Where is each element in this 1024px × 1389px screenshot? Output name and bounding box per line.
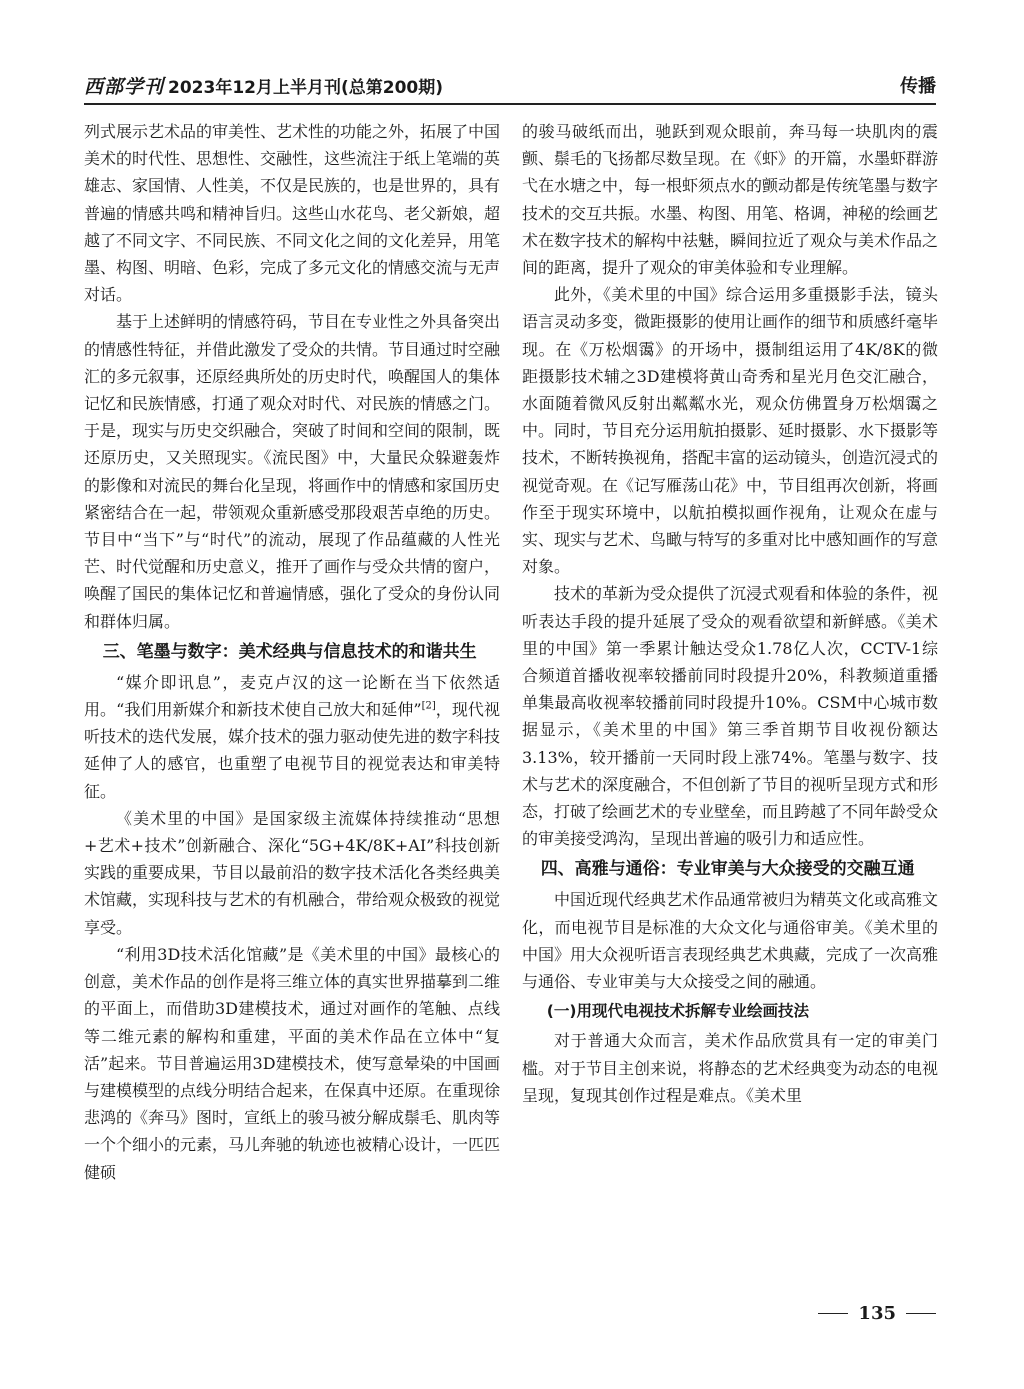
- footer-dash: [818, 1313, 848, 1314]
- section-heading: 三、笔墨与数字：美术经典与信息技术的和谐共生: [102, 641, 477, 662]
- paragraph: 《美术里的中国》是国家级主流媒体持续推动“思想+艺术+技术”创新融合、深化“5G+4K/8K+AI”科技创新实践的重要成果，节目以最前沿的数字技术活化各类经典美术馆藏，实现科技与艺术的有机融合，带给观众极致的视觉享受。: [84, 808, 501, 937]
- paragraph: 列式展示艺术品的审美性、艺术性的功能之外，拓展了中国美术的时代性、思想性、交融性，这些流注于纸上笔端的英雄志、家国情、人性美，不仅是民族的，也是世界的，具有普遍的情感共鸣和精神旨归。这些山水花鸟、老父新娘，超越了不同文字、不同民族、不同文化之间的文化差异，用笔墨、构图、明暗、色彩，完成了多元文化的情感交流与无声对话。: [84, 122, 501, 305]
- paragraph: [84, 669, 500, 805]
- page-number: 135: [858, 1303, 896, 1324]
- section-heading: 四、高雅与通俗：专业审美与大众接受的交融互通: [540, 859, 915, 880]
- paragraph: “利用3D技术活化馆藏”是《美术里的中国》最核心的创意，美术作品的创作是将三维立体的真实世界描摹到二维的平面上，而借助3D建模技术，通过对画作的笔触、点线等二维元素的解构和重建，平面的美术作品在立体中“复活”起来。节目普遍运用3D建模技术，使写意晕染的中国画与建模模型的点线分明结合起来，在保真中还原。在重现徐悲鸿的《奔马》图时，宣纸上的骏马被分解成鬃毛、肌肉等一个个细小的元素，马儿奔驰的轨迹也被精心设计，一匹匹健硕: [84, 944, 501, 1182]
- paragraph-text: ，现代视听技术的迭代发展，媒介技术的强力驱动使先进的数字科技延伸了人的感官，也重塑了电视节目的视觉表达和审美特征。: [84, 700, 501, 801]
- paragraph: 技术的革新为受众提供了沉浸式观看和体验的条件，视听表达手段的提升延展了受众的观看欲望和新鲜感。《美术里的中国》第一季累计触达受众1.78亿人次，CCTV-1综合频道首播收视率较播前同时段提升20%，科教频道重播单集最高收视率较播前同时段提升10%。CSM中心城市数据显示，《美术里的中国》第三季首期节目收视份额达3.13%，较开播前一天同时段上涨74%。笔墨与数字、技术与艺术的深度融合，不但创新了节目的视听呈现方式和形态，打破了绘画艺术的专业壁垒，而且跨越了不同年龄受众的审美接受鸿沟，呈现出普遍的吸引力和适应性。: [522, 584, 939, 849]
- journal-logo: 西部学刊: [84, 75, 165, 98]
- paragraph: 的骏马破纸而出，驰跃到观众眼前，奔马每一块肌肉的震颤、鬃毛的飞扬都尽数呈现。在《虾》的开篇，水墨虾群游弋在水塘之中，每一根虾须点水的颤动都是传统笔墨与数字技术的交互共振。水墨、构图、用笔、格调，神秘的绘画艺术在数字技术的解构中祛魅，瞬间拉近了观众与美术作品之间的距离，提升了观众的审美体验和专业理解。: [522, 122, 939, 278]
- journal-info: [84, 72, 443, 99]
- page-footer: [818, 1303, 936, 1324]
- right-column: [522, 118, 938, 1109]
- paragraph: 基于上述鲜明的情感符码，节目在专业性之外具备突出的情感性特征，并借此激发了受众的共情。节目通过时空融汇的多元叙事，还原经典所处的历史时代，唤醒国人的集体记忆和民族情感，打通了观众对时代、对民族的情感之门。于是，现实与历史交织融合，突破了时间和空间的限制，既还原历史，又关照现实。《流民图》中，大量民众躲避轰炸的影像和对流民的舞台化呈现，将画作中的情感和家国历史紧密结合在一起，带领观众重新感受那段艰苦卓绝的历史。节目中“当下”与“时代”的流动，展现了作品蕴藏的人性光芒、时代觉醒和历史意义，推开了画作与受众共情的窗户，唤醒了国民的集体记忆和普遍情感，强化了受众的身份认同和群体归属。: [84, 312, 501, 631]
- paragraph-text: “媒介即讯息”，麦克卢汉的这一论断在当下依然适用。“我们用新媒介和新技术使自己放大和延伸”: [84, 672, 500, 720]
- paragraph: 对于普通大众而言，美术作品欣赏具有一定的审美门槛。对于节目主创来说，将静态的艺术经典变为动态的电视呈现，复现其创作过程是难点。《美术里: [522, 1031, 939, 1105]
- paragraph: 中国近现代经典艺术作品通常被归为精英文化或高雅文化，而电视节目是标准的大众文化与通俗审美。《美术里的中国》用大众视听语言表现经典艺术典藏，完成了一次高雅与通俗、专业审美与大众接受之间的融通。: [522, 890, 939, 992]
- subsection-heading: (一)用现代电视技术拆解专业绘画技法: [546, 1002, 809, 1021]
- footer-dash: [906, 1313, 936, 1314]
- page-header: [84, 70, 936, 100]
- section-label: 传播: [900, 76, 936, 97]
- paragraph: 此外，《美术里的中国》综合运用多重摄影手法，镜头语言灵动多变，微距摄影的使用让画作的细节和质感纤毫毕现。在《万松烟霭》的开场中，摄制组运用了4K/8K的微距摄影技术辅之3D建模将黄山奇秀和星光月色交汇融合，水面随着微风反射出粼粼水光，观众仿佛置身万松烟霭之中。同时，节目充分运用航拍摄影、延时摄影、水下摄影等技术，不断转换视角，搭配丰富的运动镜头，创造沉浸式的视觉奇观。在《记写雁荡山花》中，节目组再次创新，将画作至于现实环境中，以航拍模拟画作视角，让观众在虚与实、现实与艺术、鸟瞰与特写的多重对比中感知画作的写意对象。: [522, 285, 939, 577]
- citation-marker: [2]: [421, 700, 436, 712]
- header-divider: [84, 103, 936, 105]
- left-column: [84, 118, 500, 1186]
- issue-info: 2023年12月上半月刊(总第200期): [168, 77, 444, 98]
